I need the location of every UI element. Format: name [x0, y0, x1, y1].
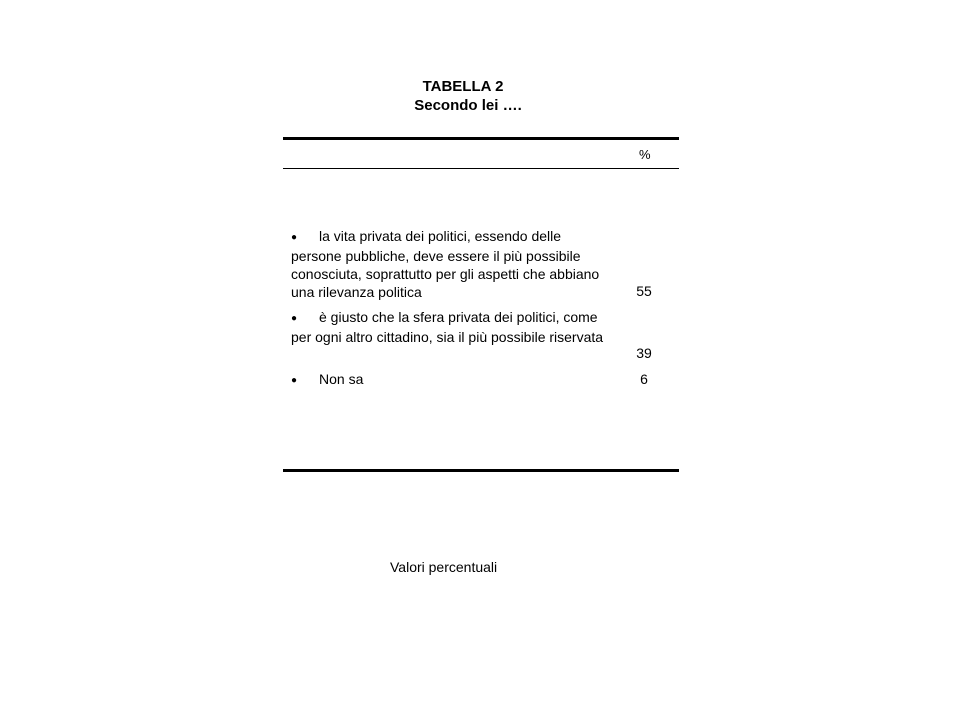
row-label: Non sa: [319, 371, 364, 387]
row-value: 39: [636, 345, 652, 361]
bottom-rule: [283, 469, 679, 472]
header-rule: [283, 168, 679, 169]
row-label: è giusto che la sfera privata dei politici, come per ogni altro cittadino, sia il più possibile riservata: [291, 309, 604, 345]
table-row: [291, 308, 611, 346]
table-subtitle: Secondo lei ….: [414, 97, 522, 114]
row-value: 6: [640, 371, 648, 387]
bullet-icon: ●: [291, 313, 298, 324]
row-label: la vita privata dei politici, essendo delle persone pubbliche, deve essere il più possibile conosciuta, soprattutto per gli aspetti che abbiano una rilevanza politica: [291, 228, 600, 300]
table-row: [291, 227, 611, 301]
table-footnote: Valori percentuali: [390, 559, 498, 575]
percent-column-header: %: [639, 147, 651, 162]
top-rule: [283, 137, 679, 140]
bullet-icon: ●: [291, 232, 298, 243]
table-row: [291, 370, 611, 390]
bullet-icon: ●: [291, 375, 298, 386]
table-title: TABELLA 2: [422, 78, 504, 95]
row-value: 55: [636, 283, 652, 299]
